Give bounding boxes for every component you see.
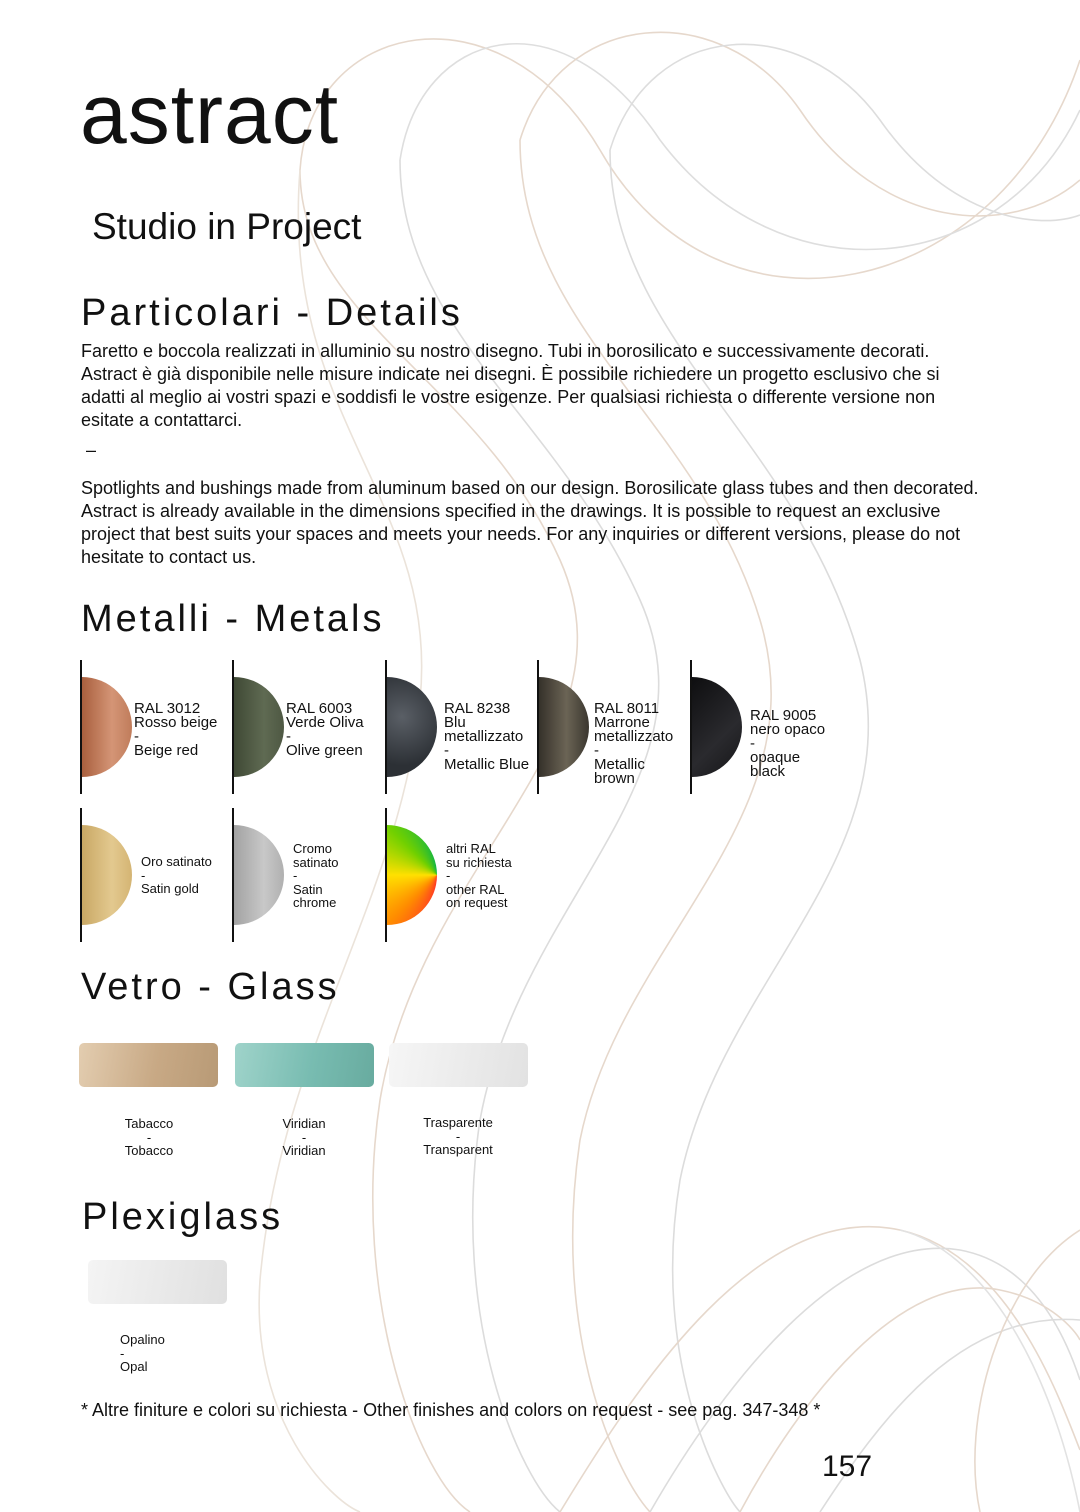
metals-heading: Metalli - Metals	[81, 598, 385, 640]
glass-label-tobacco: Tabacco - Tobacco	[124, 1116, 174, 1158]
swatch-color-sample	[539, 677, 589, 777]
swatch-label: RAL 9005 nero opaco - opaque black	[750, 707, 826, 780]
swatch-color-sample	[234, 677, 284, 777]
glass-sample-viridian	[235, 1043, 374, 1087]
plexiglass-sample-opal	[88, 1260, 227, 1304]
plexiglass-label-opal: Opalino - Opal	[120, 1332, 165, 1374]
swatch-color-sample	[234, 825, 284, 925]
swatch-label: RAL 8238 Blu metallizzato - Metallic Blue	[444, 700, 530, 773]
details-italian-text: Faretto e boccola realizzati in alluminio su nostro disegno. Tubi in borosilicato e successivamente decorati. Astract è già disponibile nelle misure indicate nei disegni. È possibile richiedere un progetto esclusivo che si adatti al meglio ai vostri spazi e soddisfi le vostre esigenze. Per qualsiasi richiesta o differente versione non esitate a contattarci.	[81, 341, 940, 430]
swatch-label: Cromo satinato - Satin chrome	[293, 841, 339, 910]
metal-swatch-ral-8238	[385, 660, 535, 794]
swatch-color-sample	[82, 825, 132, 925]
details-english-text: Spotlights and bushings made from aluminum based on our design. Borosilicate glass tubes and then decorated. Astract is already available in the dimensions specified in the drawings. It is possible to request an exclusive project that best suits your spaces and meets your needs. For any inquiries or different versions, please do not hesitate to contact us.	[81, 478, 979, 567]
details-separator: –	[86, 440, 97, 460]
page-number: 157	[822, 1450, 873, 1483]
page-title: astract	[80, 67, 340, 161]
color-wheel-icon	[387, 825, 437, 925]
swatch-color-sample	[692, 677, 742, 777]
swatch-color-sample	[387, 677, 437, 777]
glass-sample-transparent	[389, 1043, 528, 1087]
swatch-label: RAL 8011 Marrone metallizzato - Metallic brown	[594, 700, 674, 787]
metal-swatch-ral-9005	[690, 660, 840, 794]
metal-swatch-ral-6003	[232, 660, 382, 794]
footer-note: * Altre finiture e colori su richiesta - Other finishes and colors on request - see pag. 347-348 *	[81, 1400, 821, 1420]
glass-label-transparent: Trasparente - Transparent	[423, 1115, 493, 1157]
metal-swatch-ral-3012	[80, 660, 230, 794]
swatch-label: altri RAL su richiesta - other RAL on request	[446, 841, 512, 910]
swatch-color-sample	[82, 677, 132, 777]
glass-label-viridian: Viridian - Viridian	[282, 1116, 326, 1158]
metal-swatch-satin-gold	[80, 808, 230, 942]
plexiglass-heading: Plexiglass	[82, 1196, 284, 1238]
swatch-label: RAL 3012 Rosso beige - Beige red	[134, 700, 218, 759]
details-heading: Particolari - Details	[81, 292, 463, 334]
metal-swatch-ral-8011	[537, 660, 687, 794]
swatch-label: RAL 6003 Verde Oliva - Olive green	[286, 700, 364, 759]
metal-swatch-satin-chrome	[232, 808, 382, 942]
page-subtitle: Studio in Project	[92, 206, 362, 247]
metal-swatch-other-ral	[385, 808, 535, 942]
glass-sample-tobacco	[79, 1043, 218, 1087]
glass-heading: Vetro - Glass	[81, 966, 340, 1008]
swatch-label: Oro satinato - Satin gold	[141, 854, 212, 896]
